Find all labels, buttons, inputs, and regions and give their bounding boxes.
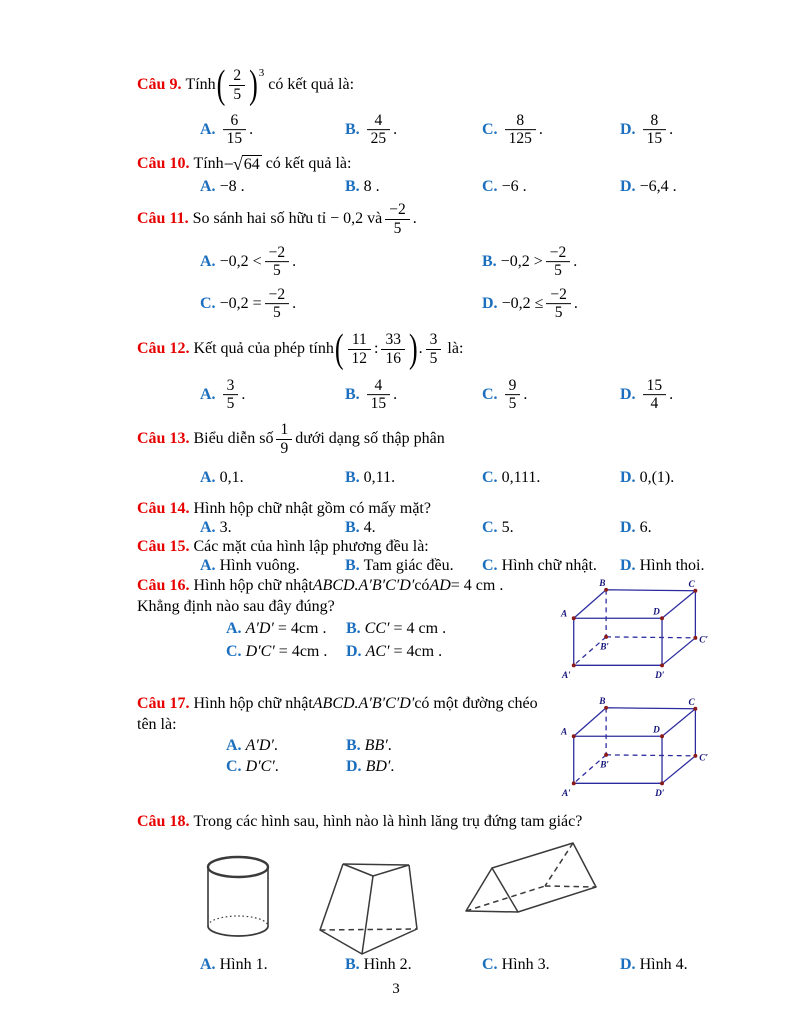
option-c: C. −0,2 = $\frac{-2}{5}$ . bbox=[200, 286, 297, 322]
option-d: D. Hình 4. bbox=[620, 956, 688, 973]
rectangular-box-diagram bbox=[560, 577, 715, 683]
option-a: A. Hình 1. bbox=[200, 956, 268, 973]
option-d: D. 6. bbox=[620, 518, 652, 536]
option-c: C. D′C′ = 4cm . bbox=[226, 642, 328, 660]
option-a: A. 3. bbox=[200, 518, 232, 536]
triangular-prism-figure bbox=[425, 835, 605, 927]
multiplication-dot: . bbox=[418, 340, 423, 357]
option-d: D. Hình thoi. bbox=[620, 556, 705, 574]
question-9-text: Tính bbox=[185, 76, 216, 93]
vertex-label-Bprime: B′ bbox=[600, 760, 610, 771]
option-d: D. $\frac{15}{4}$ . bbox=[620, 377, 674, 413]
box-figure-q17 bbox=[560, 695, 715, 806]
option-b: B. BB′ . bbox=[346, 736, 392, 754]
question-16 bbox=[137, 575, 715, 682]
vertex-label-D: D bbox=[653, 725, 660, 736]
option-c: C. 5. bbox=[482, 518, 514, 536]
question-10-label: Câu 10. bbox=[137, 155, 190, 172]
question-18-options bbox=[137, 954, 715, 976]
option-d: D. −0,2 ≤ $\frac{-2}{5}$ . bbox=[482, 286, 578, 322]
question-12-label: Câu 12. bbox=[137, 340, 190, 357]
option-d: D. −6,4 . bbox=[620, 177, 677, 195]
option-b: B. 0,11. bbox=[345, 469, 396, 486]
question-11-options-row1 bbox=[137, 241, 715, 283]
solid-name: ABCD.A′B′C′D′ bbox=[312, 694, 415, 712]
question-12-suffix: là: bbox=[447, 340, 464, 357]
division-colon: : bbox=[374, 340, 379, 357]
question-12-options bbox=[137, 373, 715, 417]
question-9-stem bbox=[137, 62, 715, 108]
vertex-label-C: C bbox=[688, 579, 695, 590]
question-18-label: Câu 18. bbox=[137, 812, 190, 830]
question-17-line2: tên là: bbox=[137, 715, 177, 733]
vertex-label-Aprime: A′ bbox=[561, 789, 571, 800]
question-10-options bbox=[137, 176, 715, 197]
option-d: D. AC′ = 4cm . bbox=[346, 642, 443, 660]
vertex-label-Cprime: C′ bbox=[699, 753, 709, 764]
edge-name: AD bbox=[429, 576, 451, 594]
question-14-label: Câu 14. bbox=[137, 499, 190, 517]
question-15-options bbox=[137, 556, 715, 575]
question-18-text: Trong các hình sau, hình nào là hình lăng trụ đứng tam giác? bbox=[193, 812, 583, 830]
question-10-stem bbox=[137, 152, 715, 176]
option-a: A. 0,1. bbox=[200, 469, 244, 486]
vertex-label-Bprime: B′ bbox=[600, 642, 610, 653]
question-10-suffix: có kết quả là: bbox=[265, 155, 352, 172]
vertex-label-Cprime: C′ bbox=[699, 635, 709, 646]
question-18-figures bbox=[137, 832, 715, 952]
option-b: B. Hình 2. bbox=[345, 956, 412, 973]
question-16-label: Câu 16. bbox=[137, 576, 190, 594]
truncated-pyramid-figure bbox=[305, 846, 423, 958]
question-13-label: Câu 13. bbox=[137, 430, 190, 447]
exponent: 3 bbox=[258, 67, 265, 79]
option-d: D. 0,(1). bbox=[620, 469, 675, 486]
vertex-label-A: A bbox=[560, 727, 568, 738]
question-15-label: Câu 15. bbox=[137, 537, 190, 555]
question-15-text: Các mặt của hình lập phương đều là: bbox=[193, 537, 429, 555]
question-16-stem: Câu 16. Hình hộp chữ nhật ABCD.A′B′C′D′ có AD = 4 cm . bbox=[137, 576, 504, 594]
option-c: C. D′C′ . bbox=[226, 757, 279, 775]
option-d: D. BD′ . bbox=[346, 757, 395, 775]
radicand: 64 bbox=[243, 155, 260, 173]
question-13-suffix: dưới dạng số thập phân bbox=[295, 430, 445, 447]
option-b: B. −0,2 > $\frac{-2}{5}$ . bbox=[482, 244, 578, 280]
page-number: 3 bbox=[392, 981, 400, 997]
option-c: C. $\frac{8}{125}$ . bbox=[482, 112, 543, 148]
question-17 bbox=[137, 693, 715, 800]
vertex-label-A: A bbox=[560, 609, 568, 620]
question-13-text: Biểu diễn số bbox=[193, 430, 274, 447]
option-b: B. CC′ = 4 cm . bbox=[346, 619, 447, 637]
question-12-stem: Câu 12. Kết quả của phép tính ( $\frac{11}{12}$ : $\frac{33}{16}$ ) . $\frac{3}{5}$ là: bbox=[137, 326, 464, 372]
option-a: A. $\frac{3}{5}$ . bbox=[200, 377, 246, 413]
option-b: B. 8 . bbox=[345, 177, 380, 195]
question-12-text: Kết quả của phép tính bbox=[193, 340, 334, 357]
solid-name: ABCD.A′B′C′D′ bbox=[312, 576, 415, 594]
option-a: A. −0,2 < $\frac{-2}{5}$ . bbox=[200, 244, 297, 280]
radical-icon: −√ bbox=[223, 153, 242, 174]
paren-open: ( bbox=[216, 62, 226, 108]
option-b: B. $\frac{4}{15}$ . bbox=[345, 377, 398, 413]
paren-open: ( bbox=[334, 326, 344, 372]
question-13-options bbox=[137, 465, 715, 491]
option-a: A. Hình vuông. bbox=[200, 556, 300, 574]
question-17-label: Câu 17. bbox=[137, 694, 190, 712]
paren-close: ) bbox=[408, 326, 418, 372]
question-11-options-row2 bbox=[137, 283, 715, 325]
vertex-label-C: C bbox=[688, 697, 695, 708]
vertex-label-B: B bbox=[599, 696, 606, 707]
vertex-label-D: D bbox=[653, 607, 660, 618]
question-14-options bbox=[137, 518, 715, 537]
option-a: A. $\frac{6}{15}$ . bbox=[200, 112, 254, 148]
question-11-stem: Câu 11. So sánh hai số hữu tỉ − 0,2 và $\frac{-2}{5}$ . bbox=[137, 201, 417, 237]
option-b: B. Tam giác đều. bbox=[345, 556, 454, 574]
question-9-options bbox=[137, 108, 715, 152]
question-11-label: Câu 11. bbox=[137, 210, 189, 227]
question-9-label: Câu 9. bbox=[137, 76, 182, 93]
question-18-stem bbox=[137, 811, 715, 832]
vertex-label-Dprime: D′ bbox=[655, 671, 665, 682]
question-13-stem: Câu 13. Biểu diễn số $\frac{1}{9}$ dưới dạng số thập phân bbox=[137, 421, 445, 457]
question-14-text: Hình hộp chữ nhật gồm có mấy mặt? bbox=[193, 499, 431, 517]
question-10-text: Tính bbox=[193, 155, 224, 172]
option-c: C. Hình chữ nhật. bbox=[482, 556, 597, 574]
vertex-label-B: B bbox=[599, 578, 606, 589]
question-11-text: So sánh hai số hữu tỉ − 0,2 và bbox=[192, 210, 383, 227]
box-figure-q16 bbox=[560, 577, 715, 688]
paren-close: ) bbox=[249, 62, 258, 108]
question-9-suffix: có kết quả là: bbox=[268, 76, 355, 93]
option-c: C. Hình 3. bbox=[482, 956, 550, 973]
option-b: B. 4. bbox=[345, 518, 376, 536]
question-14-stem bbox=[137, 499, 715, 518]
question-18 bbox=[137, 811, 715, 976]
fraction: $\frac{2}{5}$ bbox=[229, 67, 245, 103]
option-c: C. 0,111. bbox=[482, 469, 541, 486]
option-b: B. $\frac{4}{25}$ . bbox=[345, 112, 398, 148]
option-a: A. A′D′ . bbox=[226, 736, 278, 754]
option-a: A. −8 . bbox=[200, 177, 245, 195]
question-15-stem bbox=[137, 537, 715, 556]
vertex-label-Dprime: D′ bbox=[655, 789, 665, 800]
option-d: D. $\frac{8}{15}$ . bbox=[620, 112, 674, 148]
vertex-label-Aprime: A′ bbox=[561, 671, 571, 682]
option-a: A. A′D′ = 4cm . bbox=[226, 619, 327, 637]
cylinder-figure bbox=[205, 854, 271, 948]
option-c: C. −6 . bbox=[482, 177, 527, 195]
question-17-stem: Câu 17. Hình hộp chữ nhật ABCD.A′B′C′D′ có một đường chéo bbox=[137, 694, 538, 712]
rectangular-box-diagram bbox=[560, 695, 715, 801]
page-content bbox=[137, 62, 715, 976]
question-16-line2: Khẳng định nào sau đây đúng? bbox=[137, 597, 335, 615]
option-c: C. $\frac{9}{5}$ . bbox=[482, 377, 528, 413]
